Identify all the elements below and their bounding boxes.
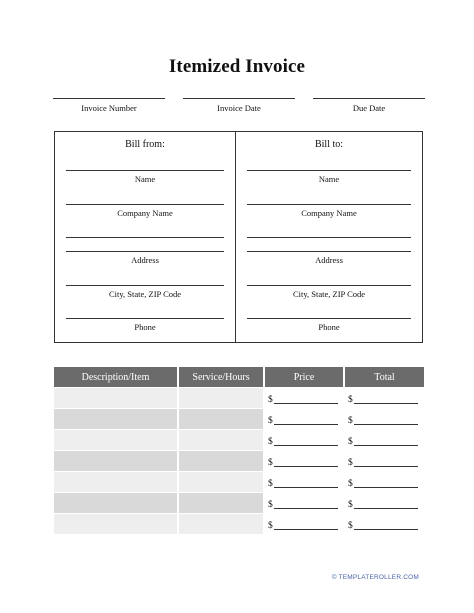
items-table (54, 367, 424, 534)
price-underline (274, 403, 338, 404)
service-hours-cell[interactable] (179, 450, 265, 471)
currency-symbol: $ (348, 415, 353, 426)
description-cell[interactable] (54, 492, 179, 513)
price-field (265, 430, 343, 450)
total-underline (354, 466, 418, 467)
total-field (345, 493, 424, 513)
bill-from-company-line[interactable] (66, 204, 224, 205)
price-cell[interactable] (265, 429, 345, 450)
price-field (265, 472, 343, 492)
total-underline (354, 445, 418, 446)
table-row (54, 387, 424, 408)
price-cell[interactable] (265, 471, 345, 492)
bill-to-city-line[interactable] (247, 285, 411, 286)
service-hours-cell[interactable] (179, 492, 265, 513)
currency-symbol: $ (348, 478, 353, 489)
invoice-date-field[interactable] (183, 98, 295, 113)
bill-from-address-line-2[interactable] (66, 251, 224, 252)
invoice-date-line (183, 98, 295, 99)
due-date-line (313, 98, 425, 99)
bill-from-heading: Bill from: (125, 139, 165, 150)
invoice-date-label: Invoice Date (217, 103, 261, 113)
total-field (345, 514, 424, 534)
currency-symbol: $ (348, 394, 353, 405)
table-row (54, 450, 424, 471)
bill-from-address-line-1[interactable] (66, 237, 224, 238)
bill-to-name-label: Name (318, 174, 340, 184)
currency-symbol: $ (268, 457, 273, 468)
footer-credit[interactable]: © TEMPLATEROLLER.COM (331, 574, 419, 581)
invoice-number-label: Invoice Number (81, 103, 137, 113)
table-row (54, 429, 424, 450)
total-underline (354, 424, 418, 425)
price-field (265, 409, 343, 429)
price-underline (274, 466, 338, 467)
column-header-description: Description/Item (54, 367, 179, 387)
description-cell[interactable] (54, 387, 179, 408)
total-field (345, 430, 424, 450)
bill-to-company-line[interactable] (247, 204, 411, 205)
price-cell[interactable] (265, 450, 345, 471)
price-field (265, 451, 343, 471)
price-underline (274, 529, 338, 530)
description-cell[interactable] (54, 408, 179, 429)
total-field (345, 388, 424, 408)
bill-from-section (55, 132, 235, 342)
service-hours-cell[interactable] (179, 387, 265, 408)
bill-to-phone-line[interactable] (247, 318, 411, 319)
total-underline (354, 403, 418, 404)
column-header-price: Price (265, 367, 345, 387)
table-row (54, 408, 424, 429)
total-field (345, 451, 424, 471)
price-cell[interactable] (265, 513, 345, 534)
price-field (265, 493, 343, 513)
bill-from-city-label: City, State, ZIP Code (108, 289, 182, 299)
table-row (54, 471, 424, 492)
price-underline (274, 508, 338, 509)
total-underline (354, 529, 418, 530)
service-hours-cell[interactable] (179, 408, 265, 429)
bill-to-city-label: City, State, ZIP Code (292, 289, 366, 299)
invoice-number-field[interactable] (53, 98, 165, 113)
total-cell[interactable] (345, 429, 424, 450)
bill-from-name-line[interactable] (66, 170, 224, 171)
invoice-number-line (53, 98, 165, 99)
bill-to-address-line-2[interactable] (247, 251, 411, 252)
billing-box (54, 131, 423, 343)
total-cell[interactable] (345, 387, 424, 408)
total-cell[interactable] (345, 408, 424, 429)
currency-symbol: $ (348, 436, 353, 447)
invoice-title: Itemized Invoice (168, 56, 306, 77)
table-row (54, 513, 424, 534)
bill-from-phone-line[interactable] (66, 318, 224, 319)
due-date-label: Due Date (352, 103, 386, 113)
items-body (54, 387, 424, 534)
currency-symbol: $ (268, 520, 273, 531)
currency-symbol: $ (348, 457, 353, 468)
total-underline (354, 487, 418, 488)
price-field (265, 514, 343, 534)
description-cell[interactable] (54, 513, 179, 534)
price-field (265, 388, 343, 408)
due-date-field[interactable] (313, 98, 425, 113)
table-row (54, 492, 424, 513)
price-underline (274, 487, 338, 488)
description-cell[interactable] (54, 450, 179, 471)
price-underline (274, 445, 338, 446)
bill-to-section (236, 132, 422, 342)
service-hours-cell[interactable] (179, 429, 265, 450)
currency-symbol: $ (268, 436, 273, 447)
description-cell[interactable] (54, 471, 179, 492)
total-field (345, 409, 424, 429)
total-underline (354, 508, 418, 509)
total-cell[interactable] (345, 471, 424, 492)
bill-to-heading: Bill to: (314, 139, 344, 150)
currency-symbol: $ (268, 394, 273, 405)
service-hours-cell[interactable] (179, 471, 265, 492)
currency-symbol: $ (348, 520, 353, 531)
bill-from-name-label: Name (134, 174, 156, 184)
column-header-total: Total (345, 367, 424, 387)
bill-to-company-label: Company Name (301, 208, 357, 218)
items-header-row (54, 367, 424, 387)
bill-to-phone-label: Phone (318, 322, 340, 332)
currency-symbol: $ (348, 499, 353, 510)
bill-from-company-label: Company Name (117, 208, 173, 218)
bill-from-city-line[interactable] (66, 285, 224, 286)
total-field (345, 472, 424, 492)
column-header-service-hours: Service/Hours (179, 367, 265, 387)
total-cell[interactable] (345, 450, 424, 471)
bill-to-address-line-1[interactable] (247, 237, 411, 238)
total-cell[interactable] (345, 513, 424, 534)
bill-from-phone-label: Phone (134, 322, 156, 332)
bill-from-address-label: Address (131, 255, 159, 265)
bill-to-address-label: Address (315, 255, 343, 265)
currency-symbol: $ (268, 415, 273, 426)
total-cell[interactable] (345, 492, 424, 513)
price-cell[interactable] (265, 387, 345, 408)
price-underline (274, 424, 338, 425)
currency-symbol: $ (268, 478, 273, 489)
service-hours-cell[interactable] (179, 513, 265, 534)
currency-symbol: $ (268, 499, 273, 510)
bill-to-name-line[interactable] (247, 170, 411, 171)
description-cell[interactable] (54, 429, 179, 450)
price-cell[interactable] (265, 408, 345, 429)
price-cell[interactable] (265, 492, 345, 513)
